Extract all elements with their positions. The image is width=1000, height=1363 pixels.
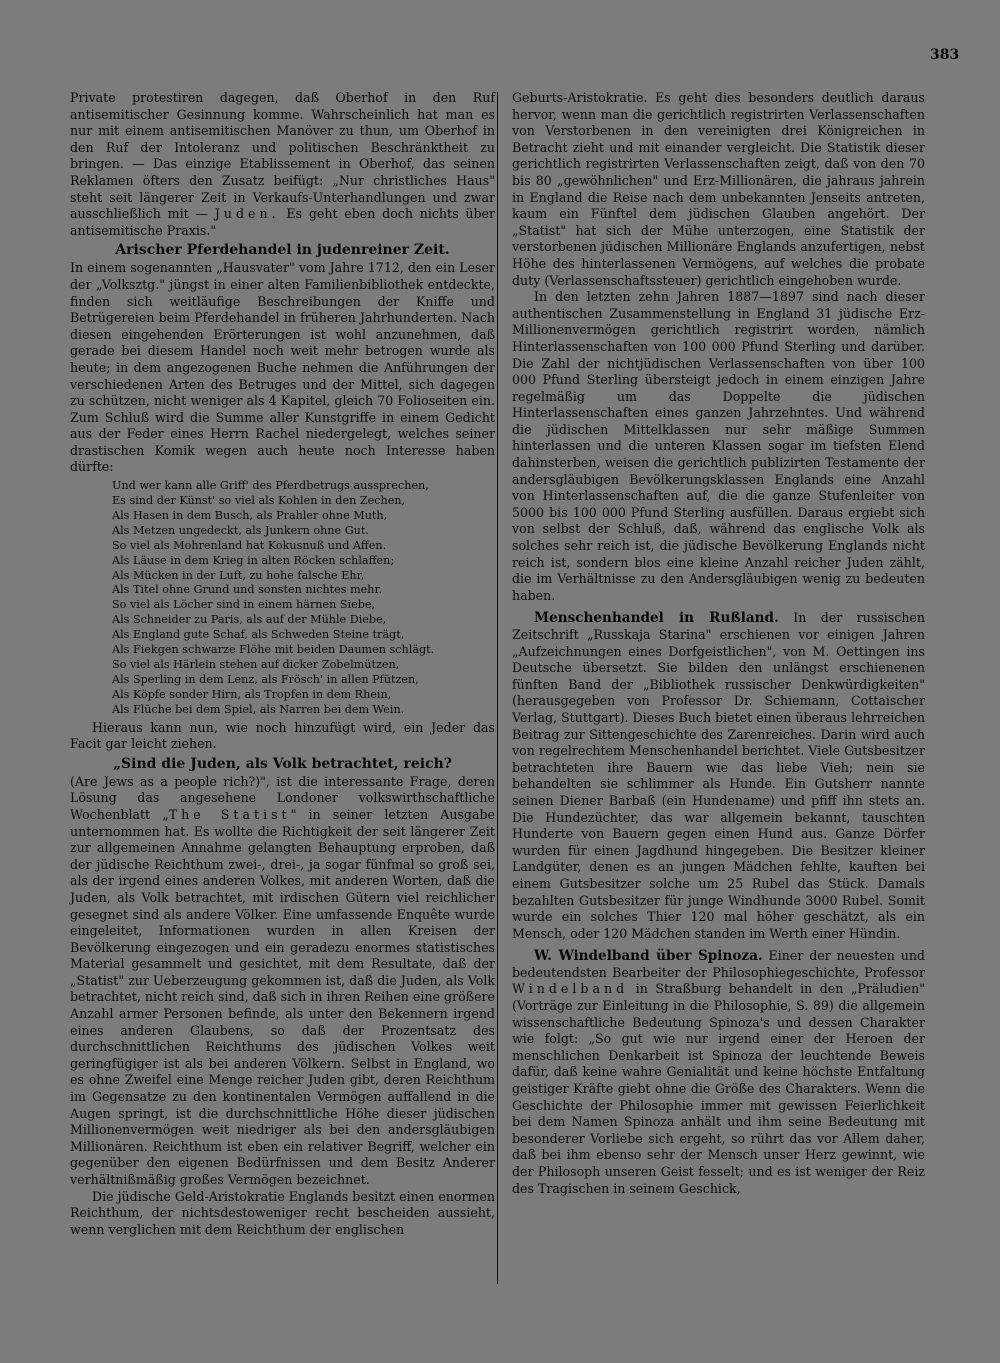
oberhof-text-a: Private protestiren dagegen, daß Oberhof in den Ruf antisemitischer Gesinnung komme. Wahrscheinlich hat man es nur mit einem antisemitischen Manöver zu thun, um Oberhof in den Ruf der Intoleranz und politischen Beschränktheit zu bringen. — Das einzige Etablissement in Oberhof, das seinen Reklamen öfters den Zusatz beifügt: „Nur christliches Haus" steht seit längerer Zeit in Verkaufs-Unterhandlungen und zwar ausschließlich mit —: [70, 90, 495, 222]
article-juden-zehn-jahre: In den letzten zehn Jahren 1887—1897 sind nach dieser authentischen Zusammenstellung in England 31 jüdische Erz-Millionenvermögen gerichtlich registrirt worden, nämlich Hinterlassenschaften von 100 000 Pfund Sterling und darüber. Die Zahl der nichtjüdischen Verlassenschaften von über 100 000 Pfund Sterling übersteigt jedoch in einem einzigen Jahre regelmäßig um das Doppelte die jüdischen Hinterlassenschaften eines ganzen Jahrzehntes. Und während die jüdischen Mittelklassen nur sehr mäßige Summen hinterlassen und die unteren Klassen sogar im tiefsten Elend dahinsterben, weisen die gerichtlich publizirten Testamente der andersgläubigen Bevölkerungsklassen Englands eine Anzahl von Hinterlassenschaften auf, die die ganze Stufenleiter von 5000 bis 100 000 Pfund Sterling ausfüllen. Daraus ergiebt sich von selbst der Schluß, daß, während das englische Volk als solches sehr reich ist, die jüdische Bevölkerung Englands nicht reich ist, sondern blos eine kleine Anzahl reicher Juden zählt, die im Verhältnisse zu den Andersgläubigen wenig zu bedeuten haben.: [512, 289, 925, 603]
heading-menschenhandel: Menschenhandel in Rußland.: [534, 610, 779, 627]
page-number: 383: [930, 47, 960, 63]
poem-line: Und wer kann alle Griff' des Pferdbetrugs aussprechen,: [112, 479, 429, 493]
poem-after-text: Hieraus kann nun, wie noch hinzufügt wird, ein Jeder das Facit gar leicht ziehen.: [70, 719, 495, 752]
heading-pferdehandel: Arischer Pferdehandel in judenreiner Zeit.: [115, 242, 450, 259]
poem: [112, 479, 495, 718]
article-juden-text-2: Die jüdische Geld-Aristokratie Englands besitzt einen enormen Reichthum, der nichtsdestoweniger recht bescheiden aussieht, wenn verglichen mit dem Reichthum der englischen: [70, 1188, 495, 1237]
poem-line: Als Mücken in der Luft, zu hohe falsche Ehr,: [112, 568, 365, 582]
spinoza-spaced-name: Windelband: [512, 981, 629, 997]
column-divider: [497, 92, 498, 1284]
poem-line: Als Flüche bei dem Spiel, als Narren bei dem Wein.: [112, 702, 405, 716]
oberhof-spaced-word: Juden.: [214, 206, 280, 222]
article-oberhof-text: [70, 90, 495, 239]
poem-line: Als Metzen ungedeckt, als Junkern ohne Gut.: [112, 523, 369, 537]
spinoza-text-b: in Straßburg behandelt in den „Präludien" (Vorträge zur Einleitung in die Philosophie, S. 89) die allgemein wissenschaftliche Bedeutung Spinoza's und dessen Charakter wie folgt: „So gut wie nur irgend einer der Heroen der menschlichen Denkarbeit ist Spinoza der leuchtende Beweis dafür, daß keine wahre Genialität und keine höchste Entfaltung geistiger Kräfte giebt ohne die Größe des Charakters. Wenn die Geschichte der Philosophie immer mit gewissen Feierlichkeit bei dem Namen Spinoza anhält und ihm seine Bedeutung mit besonderer Vorliebe sich ergeht, so rührt das vor Allem daher, daß bei ihm ebenso sehr der Mensch unser Herz gewinnt, wie der Philosoph unseren Geist fesselt; und es ist weniger der Reiz des Tragischen in seinem Geschick,: [512, 981, 925, 1196]
heading-spinoza: W. Windelband über Spinoza.: [534, 948, 763, 965]
poem-line: Es sind der Künst' so viel als Kohlen in den Zechen,: [112, 493, 406, 507]
juden-text-a: (Are Jews as a people rich?)", ist die interessante Frage, deren Lösung das angesehene Londoner volkswirthschaftliche Wochenblatt „: [70, 773, 495, 822]
poem-line: So viel als Löcher sind in einem härnen Siebe,: [112, 598, 376, 612]
poem-line: Als England gute Schaf, als Schweden Steine trägt,: [112, 628, 405, 642]
article-juden-text: [70, 774, 495, 1189]
spinoza-text-a: Einer der neuesten und bedeutendsten Bearbeiter der Philosophiegeschichte, Professor: [512, 948, 925, 980]
poem-line: Als Fiekgen schwarze Flöhe mit beiden Daumen schlägt.: [112, 643, 435, 657]
poem-line: Als Sperling in dem Lenz, als Frösch' in allen Pfützen,: [112, 672, 419, 686]
juden-spaced-title: The Statist: [168, 806, 291, 822]
poem-line: Als Läuse in dem Krieg in alten Röcken schlaffen;: [112, 553, 395, 567]
poem-line: Als Köpfe sonder Hirn, als Tropfen in dem Rhein,: [112, 687, 392, 701]
oberhof-text-end: Es geht eben doch nichts über antisemitische Praxis.": [70, 206, 495, 238]
poem-line: Als Schneider zu Paris, als auf der Mühle Diebe,: [112, 613, 387, 627]
poem-line: So viel als Härlein stehen auf dicker Zobelmützen,: [112, 657, 400, 671]
juden-text-b: " in seiner letzten Ausgabe unternommen hat. Es wollte die Richtigkeit der seit längerer Zeit zur allgemeinen Annahme gelangten Behauptung erproben, daß der jüdische Reichthum zwei-, drei-, ja sogar fünfmal so groß sei, als der irgend eines anderen Volkes, mit anderen Worten, daß die Juden, als Volk betrachtet, mit irdischen Gütern viel reichlicher gesegnet sind als andere Völker. Eine umfassende Enquête wurde eingeleitet, Informationen wurden in allen Kreisen der Bevölkerung eingezogen und ein geradezu enormes statistisches Material gesammelt und gesichtet, mit dem Resultate, daß der „Statist" zur Ueberzeugung gekommen ist, daß die Juden, als Volk betrachtet, nicht reich sind, daß sich in ihren Reihen eine größere Anzahl armer Personen befinde, als unter den Bekennern irgend eines anderen Glaubens, so daß der Prozentsatz des durchschnittlichen Reichthums des jüdischen Volkes weit geringfügiger ist als bei anderen Völkern. Selbst in England, wo es ohne Zweifel eine Menge reicher Juden gibt, deren Reichthum im Gegensatze zu den kontinentalen Vermögen auffallend in die Augen springt, ist die durchschnittliche Höhe dieser jüdischen Millionenvermögen weit niedriger als bei den andersgläubigen Millionären. Reichthum ist eben ein relativer Begriff, welcher ein gegenüber den eigenen Bedürfnissen und dem Besitz Anderer verhältnißmäßig großes Vermögen bezeichnet.: [70, 806, 496, 1187]
article-juden-continuation: Geburts-Aristokratie. Es geht dies besonders deutlich daraus hervor, wenn man die gerichtlich registrirten Verlassenschaften von Verstorbenen in den vereinigten drei Königreichen in Betracht zieht und mit einander vergleicht. Die Statistik dieser gerichtlich registrirten Verlassenschaften zeigt, daß von den 70 bis 80 „gewöhnlichen" und Erz-Millionären, die jahraus jahrein in England die Reise nach dem unbekannten Jenseits antreten, kaum ein Fünftel dem jüdischen Glauben angehört. Der „Statist" hat sich der Mühe unterzogen, eine Statistik der verstorbenen jüdischen Millionäre Englands anzufertigen, nebst Höhe des hinterlassenen Vermögens, auf welches die probate duty (Verlassenschaftssteuer) gerichtlich eingehoben wurde.: [512, 90, 925, 288]
left-column: [70, 90, 495, 1238]
poem-line: So viel als Mohrenland hat Kokusnuß und Affen.: [112, 538, 387, 552]
heading-juden-reich: „Sind die Juden, als Volk betrachtet, reich?: [112, 755, 452, 772]
menschenhandel-text: In der russischen Zeitschrift „Russkaja Starina" erschienen vor einigen Jahren „Aufzeichnungen eines Dorfgeistlichen", von M. Oettingen ins Deutsche übersetzt. Sie bilden den unlängst erschienenen fünften Band der „Bibliothek russischer Denkwürdigkeiten" (herausgegeben von Professor Dr. Schiemann, Cottaischer Verlag, Stuttgart). Dieses Buch bietet einen überaus lehrreichen Beitrag zur Sittengeschichte des Zarenreiches. Darin wird auch von regelrechtem Menschenhandel berichtet. Viele Gutsbesitzer betrachteten ihre Bauern wie das liebe Vieh; nein sie behandelten sie schlimmer als Hunde. Ein Gutsherr nannte seinen Diener Barbaß (ein Hundename) und pfiff ihn stets an. Die Hundezüchter, das war allgemein bekannt, tauschten Hunderte von Bauern gegen einen Hund aus. Ganze Dörfer wurden für einen Jagdhund hingegeben. Die Besitzer kleiner Landgüter, denen es an jungen Mädchen fehlte, kauften bei einem Gutsbesitzer solche um 25 Rubel das Stück. Damals bezahlten Gutsbesitzer für junge Windhunde 3000 Rubel. Somit wurde ein solches Thier 120 mal höher geschätzt, als ein Mensch, oder 120 Mädchen standen im Werth einer Hündin.: [512, 610, 925, 941]
article-menschenhandel: [512, 610, 925, 942]
right-column: [512, 90, 925, 1197]
article-pferdehandel-text: In einem sogenannten „Hausvater" vom Jahre 1712, den ein Leser der „Volksztg." jüngst in einer alten Familienbibliothek entdeckte, finden sich weitläufige Beschreibungen der Kniffe und Betrügereien beim Pferdehandel in früheren Jahrhunderten. Nach diesen eingehenden Erörterungen ist wohl anzunehmen, daß gerade bei diesem Handel noch weit mehr betrogen wurde als heute; in dem angezogenen Buche nehmen die Anführungen der verschiedenen Arten des Betruges und der Mittel, sich dagegen zu schützen, nicht weniger als 4 Kapitel, gleich 70 Folioseiten ein. Zum Schluß wird die Summe aller Kunstgriffe in einem Gedicht aus der Feder eines Herrn Rachel niedergelegt, welches seiner drastischen Komik wegen auch heute noch Interesse haben dürfte:: [70, 260, 495, 475]
poem-line: Als Titel ohne Grund und sonsten nichtes mehr.: [112, 583, 383, 597]
article-spinoza: [512, 948, 925, 1197]
poem-line: Als Hasen in dem Busch, als Prahler ohne Muth,: [112, 508, 388, 522]
